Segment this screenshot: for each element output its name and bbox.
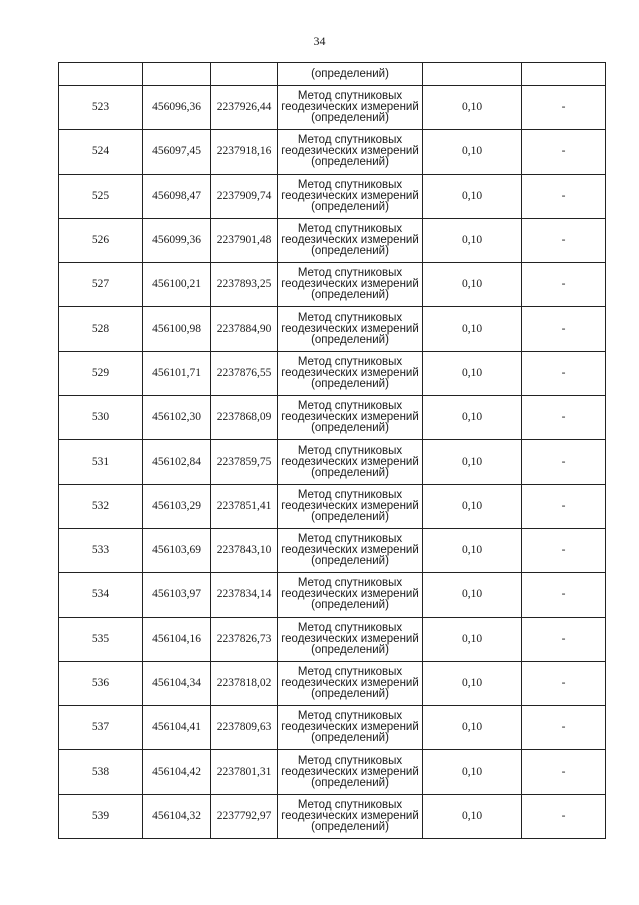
method-line-3: (определений) <box>311 776 389 789</box>
y-coordinate-cell: 2237792,97 <box>211 794 278 838</box>
method-cell <box>278 396 423 440</box>
table-row <box>59 396 606 440</box>
method-line-2: геодезических измерений <box>281 234 419 247</box>
table-row <box>59 617 606 661</box>
x-coordinate-cell: 456100,98 <box>143 307 211 351</box>
method-line-1: Метод спутниковых <box>297 710 403 723</box>
method-line-1: Метод спутниковых <box>297 134 403 147</box>
x-coordinate-cell: 456104,42 <box>143 750 211 794</box>
point-number-cell: 525 <box>59 174 143 218</box>
method-cell <box>278 573 423 617</box>
y-coordinate-cell: 2237859,75 <box>211 440 278 484</box>
accuracy-cell: 0,10 <box>423 174 522 218</box>
x-coordinate-cell: 456096,36 <box>143 86 211 130</box>
method-line-2: геодезических измерений <box>281 677 419 689</box>
accuracy-cell: 0,10 <box>423 218 522 262</box>
description-cell: - <box>522 174 606 218</box>
method-line-2: геодезических измерений <box>281 632 419 645</box>
y-coordinate-cell: 2237901,48 <box>211 218 278 262</box>
method-cell <box>278 440 423 484</box>
method-cell <box>278 263 423 307</box>
table-row <box>59 218 606 262</box>
accuracy-cell: 0,10 <box>423 484 522 528</box>
point-number-cell: 537 <box>59 706 143 750</box>
method-line-2: геодезических измерений <box>281 322 419 335</box>
coordinates-table <box>58 62 606 839</box>
method-cell <box>278 794 423 838</box>
method-line-3: (определений) <box>311 377 389 390</box>
method-line-3: (определений) <box>311 333 389 346</box>
method-line-2: геодезических измерений <box>281 145 419 158</box>
description-cell: - <box>522 86 606 130</box>
y-coordinate-cell: 2237876,55 <box>211 351 278 395</box>
method-line-1: Метод спутниковых <box>297 223 403 236</box>
y-coordinate-cell: 2237826,73 <box>211 617 278 661</box>
table-body <box>59 63 606 839</box>
accuracy-cell: 0,10 <box>423 750 522 794</box>
point-number-cell: 526 <box>59 218 143 262</box>
point-number-cell: 536 <box>59 661 143 705</box>
method-line-3: (определений) <box>311 599 389 612</box>
method-cell <box>278 750 423 794</box>
method-line-1: Метод спутниковых <box>297 90 403 103</box>
method-line-1: Метод спутниковых <box>297 444 403 457</box>
method-line-3: (определений) <box>311 732 389 745</box>
y-coordinate-cell: 2237926,44 <box>211 86 278 130</box>
method-cell <box>278 307 423 351</box>
point-number-cell: 531 <box>59 440 143 484</box>
table-row <box>59 351 606 395</box>
accuracy-cell: 0,10 <box>423 794 522 838</box>
method-cell <box>278 617 423 661</box>
y-coordinate-cell: 2237909,74 <box>211 174 278 218</box>
method-line-3: (определений) <box>311 245 389 258</box>
method-line-3: (определений) <box>311 820 389 833</box>
method-line-2: геодезических измерений <box>281 455 419 468</box>
x-coordinate-cell: 456103,29 <box>143 484 211 528</box>
point-number-cell: 539 <box>59 794 143 838</box>
point-number-cell: 529 <box>59 351 143 395</box>
method-line-1: Метод спутниковых <box>297 754 403 767</box>
table-row <box>59 130 606 174</box>
x-coordinate-cell: 456102,30 <box>143 396 211 440</box>
x-coordinate-cell: 456104,32 <box>143 794 211 838</box>
accuracy-cell: 0,10 <box>423 130 522 174</box>
description-cell: - <box>522 617 606 661</box>
y-coordinate-cell: 2237868,09 <box>211 396 278 440</box>
method-line-3: (определений) <box>311 200 389 213</box>
method-cell <box>278 174 423 218</box>
method-line-1: Метод спутниковых <box>297 178 403 191</box>
table-row <box>59 573 606 617</box>
accuracy-cell: 0,10 <box>423 263 522 307</box>
method-line-3: (определений) <box>311 643 389 656</box>
table-row <box>59 263 606 307</box>
accuracy-cell: 0,10 <box>423 706 522 750</box>
description-cell: - <box>522 794 606 838</box>
point-number-cell: 527 <box>59 263 143 307</box>
method-line-2: геодезических измерений <box>281 588 419 601</box>
method-line-2: геодезических измерений <box>281 765 419 778</box>
accuracy-cell: 0,10 <box>423 396 522 440</box>
point-number-cell: 538 <box>59 750 143 794</box>
y-coordinate-cell: 2237893,25 <box>211 263 278 307</box>
point-number-cell: 528 <box>59 307 143 351</box>
method-cell <box>278 661 423 705</box>
point-number-cell: 533 <box>59 528 143 572</box>
method-line-2: геодезических измерений <box>281 101 419 114</box>
method-line-2: геодезических измерений <box>281 809 419 822</box>
method-line-3: (определений) <box>311 156 389 169</box>
point-number-cell: 535 <box>59 617 143 661</box>
description-cell: - <box>522 573 606 617</box>
y-coordinate-cell: 2237818,02 <box>211 661 278 705</box>
table-row <box>59 528 606 572</box>
y-coordinate-cell: 2237851,41 <box>211 484 278 528</box>
point-number-cell: 532 <box>59 484 143 528</box>
description-cell: - <box>522 706 606 750</box>
method-line-2: геодезических измерений <box>281 366 419 379</box>
x-coordinate-cell: 456099,36 <box>143 218 211 262</box>
table-row <box>59 661 606 705</box>
x-coordinate-cell: 456102,84 <box>143 440 211 484</box>
description-cell: - <box>522 661 606 705</box>
y-coordinate-cell <box>211 63 278 86</box>
y-coordinate-cell: 2237843,10 <box>211 528 278 572</box>
method-cell <box>278 130 423 174</box>
x-coordinate-cell: 456103,97 <box>143 573 211 617</box>
point-number-cell: 524 <box>59 130 143 174</box>
description-cell <box>522 63 606 86</box>
method-line-2: геодезических измерений <box>281 499 419 512</box>
accuracy-cell: 0,10 <box>423 86 522 130</box>
description-cell: - <box>522 484 606 528</box>
table-row <box>59 307 606 351</box>
x-coordinate-cell: 456101,71 <box>143 351 211 395</box>
point-number-cell <box>59 63 143 86</box>
method-line-2: геодезических измерений <box>281 721 419 734</box>
x-coordinate-cell: 456104,34 <box>143 661 211 705</box>
method-line-3: (определений) <box>311 555 389 568</box>
description-cell: - <box>522 396 606 440</box>
accuracy-cell: 0,10 <box>423 661 522 705</box>
method-line-1: Метод спутниковых <box>297 577 403 590</box>
x-coordinate-cell <box>143 63 211 86</box>
point-number-cell: 530 <box>59 396 143 440</box>
method-cell <box>278 218 423 262</box>
point-number-cell: 523 <box>59 86 143 130</box>
method-cell <box>278 706 423 750</box>
x-coordinate-cell: 456100,21 <box>143 263 211 307</box>
method-line-1: Метод спутниковых <box>297 798 403 811</box>
table-row <box>59 794 606 838</box>
y-coordinate-cell: 2237809,63 <box>211 706 278 750</box>
x-coordinate-cell: 456103,69 <box>143 528 211 572</box>
description-cell: - <box>522 307 606 351</box>
method-line-3: (определений) <box>311 688 389 700</box>
table-row <box>59 86 606 130</box>
method-line-2: геодезических измерений <box>281 278 419 291</box>
description-cell: - <box>522 440 606 484</box>
point-number-cell: 534 <box>59 573 143 617</box>
method-line-1: Метод спутниковых <box>297 267 403 280</box>
method-line-2: геодезических измерений <box>281 189 419 202</box>
description-cell: - <box>522 218 606 262</box>
method-line-1: Метод спутниковых <box>297 488 403 501</box>
method-cell <box>278 484 423 528</box>
description-cell: - <box>522 528 606 572</box>
method-line-1: Метод спутниковых <box>297 311 403 324</box>
method-cell <box>278 528 423 572</box>
method-line-3: (определений) <box>311 466 389 479</box>
method-line-1: Метод спутниковых <box>297 400 403 413</box>
table-row <box>59 706 606 750</box>
table-row <box>59 440 606 484</box>
method-line-3: (определений) <box>311 422 389 435</box>
y-coordinate-cell: 2237801,31 <box>211 750 278 794</box>
method-cell <box>278 351 423 395</box>
description-cell: - <box>522 750 606 794</box>
accuracy-cell: 0,10 <box>423 617 522 661</box>
method-line-1: Метод спутниковых <box>297 666 403 678</box>
x-coordinate-cell: 456104,41 <box>143 706 211 750</box>
method-line-2: геодезических измерений <box>281 411 419 424</box>
accuracy-cell: 0,10 <box>423 440 522 484</box>
description-cell: - <box>522 130 606 174</box>
x-coordinate-cell: 456098,47 <box>143 174 211 218</box>
accuracy-cell: 0,10 <box>423 307 522 351</box>
page-number: 34 <box>313 34 326 48</box>
y-coordinate-cell: 2237884,90 <box>211 307 278 351</box>
table-row <box>59 484 606 528</box>
x-coordinate-cell: 456104,16 <box>143 617 211 661</box>
accuracy-cell: 0,10 <box>423 528 522 572</box>
method-line-3: (определений) <box>311 289 389 302</box>
accuracy-cell: 0,10 <box>423 351 522 395</box>
y-coordinate-cell: 2237918,16 <box>211 130 278 174</box>
description-cell: - <box>522 263 606 307</box>
method-cell <box>278 86 423 130</box>
description-cell: - <box>522 351 606 395</box>
method-line-2: геодезических измерений <box>281 544 419 557</box>
y-coordinate-cell: 2237834,14 <box>211 573 278 617</box>
method-line-1: Метод спутниковых <box>297 533 403 546</box>
table-row <box>59 750 606 794</box>
table-row <box>59 174 606 218</box>
method-cell: (определений) <box>278 63 423 86</box>
method-line-1: Метод спутниковых <box>297 355 403 368</box>
continued-row <box>59 63 606 86</box>
x-coordinate-cell: 456097,45 <box>143 130 211 174</box>
method-line-1: Метод спутниковых <box>297 621 403 634</box>
accuracy-cell <box>423 63 522 86</box>
method-line-3: (определений) <box>311 112 389 125</box>
method-line-3: (определений) <box>311 510 389 523</box>
accuracy-cell: 0,10 <box>423 573 522 617</box>
